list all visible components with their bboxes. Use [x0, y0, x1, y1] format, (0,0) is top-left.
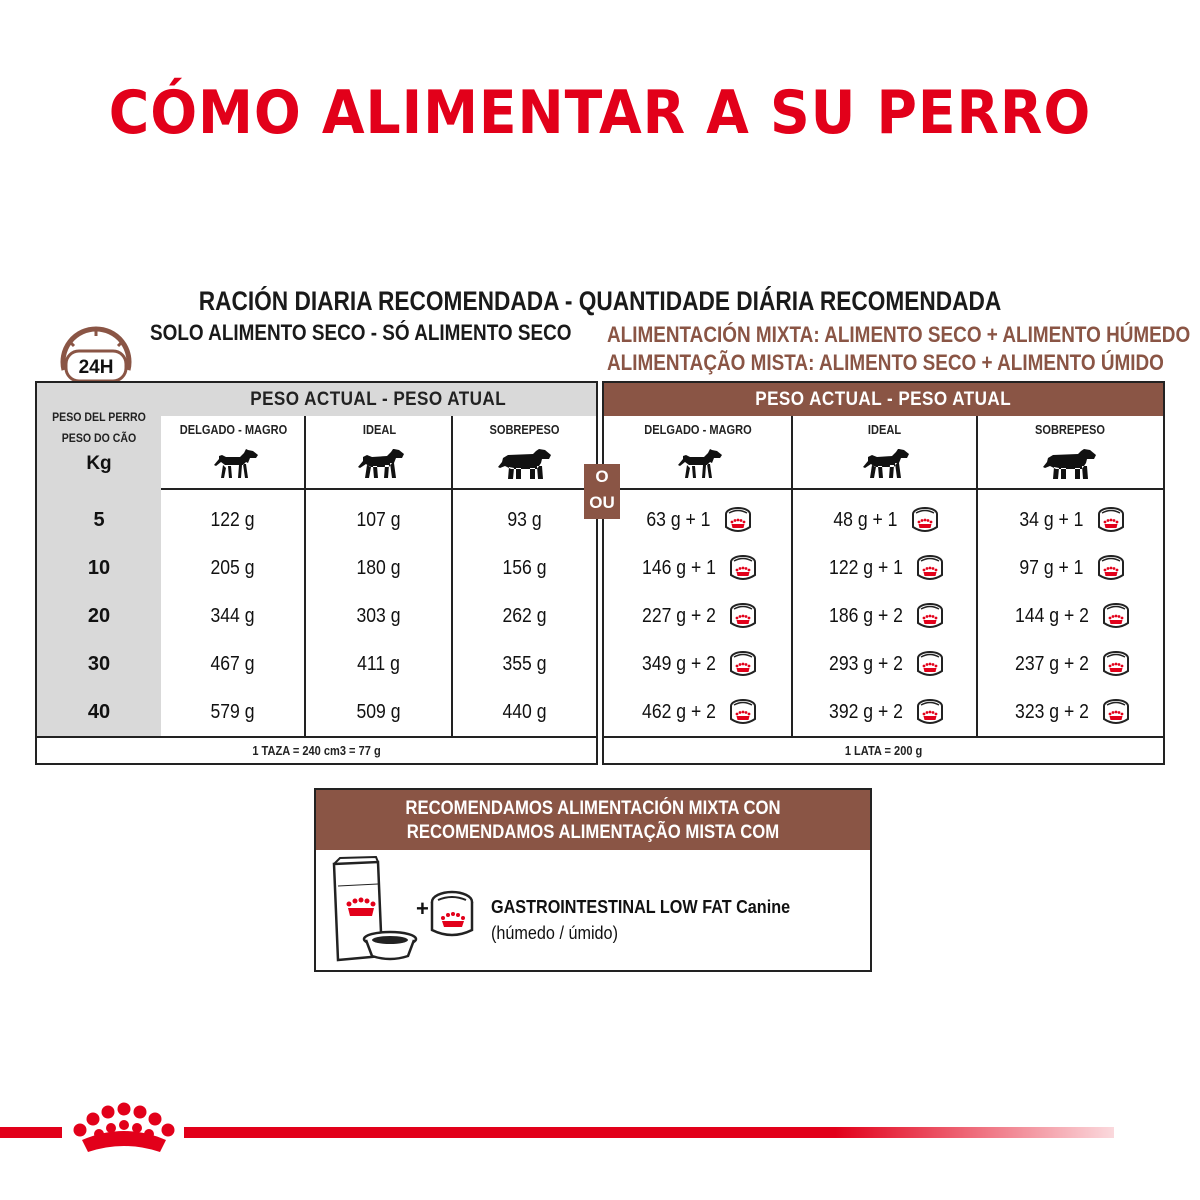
- dry-value: 180 g: [356, 556, 401, 579]
- mixed-amount: 146 g + 1: [641, 556, 716, 579]
- plus-sign: +: [416, 896, 429, 921]
- dry-value: 355 g: [502, 652, 547, 675]
- can-icon: [1101, 697, 1131, 727]
- mixed-col-ideal: IDEAL: [792, 416, 977, 488]
- or-pt: OU: [589, 493, 615, 512]
- dry-value: 262 g: [502, 604, 547, 627]
- mixed-value: [793, 544, 976, 592]
- mixed-value: [604, 640, 791, 688]
- mixed-amount: 227 g + 2: [641, 604, 716, 627]
- dry-value: 509 g: [356, 700, 401, 723]
- table-row: [604, 592, 1163, 640]
- table-row: [37, 592, 596, 640]
- dry-col-ideal: IDEAL: [306, 416, 453, 488]
- weight-kg: 30: [87, 652, 111, 675]
- dog-thin-icon: [672, 447, 724, 479]
- mixed-amount: 144 g + 2: [1014, 604, 1089, 627]
- recommendation-header: [316, 790, 870, 850]
- mixed-food-table: [602, 381, 1165, 765]
- can-icon: [1096, 505, 1126, 535]
- weight-header: [44, 407, 153, 449]
- recommendation-box: [314, 788, 872, 972]
- can-icon: [915, 649, 945, 679]
- can-icon: [723, 505, 753, 535]
- mixed-amount: 293 g + 2: [828, 652, 903, 675]
- dog-thin-icon: [208, 447, 260, 479]
- table-row: [37, 640, 596, 688]
- recommendation-text: [491, 894, 823, 946]
- dry-table-band: PESO ACTUAL - PESO ATUAL: [161, 383, 596, 416]
- mixed-value: [978, 640, 1163, 688]
- mixed-value: [793, 640, 976, 688]
- or-es: O: [595, 467, 609, 486]
- mixed-col-thin: DELGADO - MAGRO: [604, 416, 792, 488]
- mixed-value: [793, 592, 976, 640]
- brand-line-left: [0, 1127, 62, 1138]
- dry-value: 156 g: [502, 556, 547, 579]
- can-icon: [915, 553, 945, 583]
- clock-label: 24H: [78, 357, 114, 378]
- mixed-value: [604, 496, 791, 544]
- can-icon: [1101, 601, 1131, 631]
- table-row: [604, 688, 1163, 736]
- table-row: [37, 544, 596, 592]
- dry-food-label: SOLO ALIMENTO SECO - SÓ ALIMENTO SECO: [150, 320, 572, 345]
- dry-col-thin: DELGADO - MAGRO: [161, 416, 306, 488]
- table-row: [37, 496, 596, 544]
- dry-value: 467 g: [210, 652, 255, 675]
- mixed-value: [793, 688, 976, 736]
- table-row: [604, 496, 1163, 544]
- crown-logo-icon: [68, 1100, 180, 1160]
- mixed-table-footer: 1 LATA = 200 g: [604, 736, 1163, 763]
- mixed-value: [978, 496, 1163, 544]
- dry-value: 122 g: [210, 508, 255, 531]
- mixed-amount: 462 g + 2: [641, 700, 716, 723]
- dry-value: 411 g: [357, 652, 400, 675]
- can-icon: [728, 553, 758, 583]
- mixed-value: [793, 496, 976, 544]
- mixed-label-line1: ALIMENTACIÓN MIXTA: ALIMENTO SECO + ALIMENTO HÚMEDO: [607, 322, 1191, 347]
- dog-ideal-icon: [859, 447, 911, 479]
- mixed-table-header-row: [604, 416, 1163, 490]
- can-icon: [910, 505, 940, 535]
- recommendation-header-pt: RECOMENDAMOS ALIMENTAÇÃO MISTA COM: [406, 822, 780, 843]
- mixed-value: [978, 688, 1163, 736]
- can-icon: [728, 649, 758, 679]
- mixed-amount: 392 g + 2: [828, 700, 903, 723]
- mixed-amount: 122 g + 1: [828, 556, 903, 579]
- dog-overweight-icon: [497, 447, 553, 481]
- mixed-amount: 63 g + 1: [646, 508, 711, 531]
- mixed-amount: 97 g + 1: [1019, 556, 1084, 579]
- can-icon: [1101, 649, 1131, 679]
- bowl-icon: [364, 932, 416, 959]
- mixed-value: [604, 688, 791, 736]
- mixed-amount: 186 g + 2: [828, 604, 903, 627]
- weight-kg: 40: [87, 700, 111, 723]
- mixed-food-label: [607, 321, 1190, 377]
- section-subtitle: RACIÓN DIARIA RECOMENDADA - QUANTIDADE DIÁRIA RECOMENDADA: [198, 286, 1002, 316]
- product-detail: (húmedo / úmido): [491, 923, 618, 943]
- weight-header-es: PESO DEL PERRO: [52, 410, 146, 424]
- product-illustration: [330, 856, 480, 968]
- can-icon: [915, 697, 945, 727]
- weight-kg: 20: [87, 604, 111, 627]
- can-icon: [728, 697, 758, 727]
- product-name: GASTROINTESTINAL LOW FAT Canine: [491, 897, 791, 917]
- mixed-amount: 48 g + 1: [833, 508, 898, 531]
- table-row: [37, 688, 596, 736]
- dry-value: 303 g: [356, 604, 401, 627]
- weight-kg: 10: [87, 556, 111, 579]
- mixed-col-overweight: SOBREPESO: [977, 416, 1163, 488]
- dry-table-header-row: [161, 416, 596, 490]
- can-icon: [915, 601, 945, 631]
- can-icon: [1096, 553, 1126, 583]
- weight-kg: 5: [93, 508, 105, 531]
- dog-overweight-icon: [1042, 447, 1098, 481]
- mixed-value: [604, 544, 791, 592]
- dry-value: 205 g: [210, 556, 255, 579]
- mixed-amount: 349 g + 2: [641, 652, 716, 675]
- mixed-amount: 237 g + 2: [1014, 652, 1089, 675]
- mixed-value: [604, 592, 791, 640]
- mixed-value: [978, 544, 1163, 592]
- recommendation-header-es: RECOMENDAMOS ALIMENTACIÓN MIXTA CON: [405, 798, 781, 819]
- mixed-label-line2: ALIMENTAÇÃO MISTA: ALIMENTO SECO + ALIMENTO ÚMIDO: [607, 350, 1164, 375]
- dry-value: 344 g: [210, 604, 255, 627]
- table-row: [604, 544, 1163, 592]
- can-icon: [432, 892, 472, 935]
- mixed-value: [978, 592, 1163, 640]
- clock-icon: [54, 326, 138, 388]
- weight-header-pt: PESO DO CÃO: [61, 431, 137, 445]
- dry-value: 93 g: [507, 508, 542, 531]
- dog-ideal-icon: [354, 447, 406, 479]
- mixed-amount: 34 g + 1: [1019, 508, 1084, 531]
- table-row: [604, 640, 1163, 688]
- brand-line-right: [184, 1127, 1114, 1138]
- mixed-amount: 323 g + 2: [1014, 700, 1089, 723]
- dry-col-overweight: SOBREPESO: [453, 416, 596, 488]
- mixed-table-band: PESO ACTUAL - PESO ATUAL: [604, 383, 1163, 416]
- can-icon: [728, 601, 758, 631]
- dry-value: 440 g: [502, 700, 547, 723]
- dry-value: 107 g: [356, 508, 401, 531]
- dry-value: 579 g: [210, 700, 255, 723]
- weight-unit: Kg: [86, 453, 112, 474]
- or-separator: [584, 464, 620, 519]
- page-title: CÓMO ALIMENTAR A SU PERRO: [108, 78, 1092, 148]
- dry-food-table: [35, 381, 598, 765]
- dry-table-footer: 1 TAZA = 240 cm3 = 77 g: [37, 736, 596, 763]
